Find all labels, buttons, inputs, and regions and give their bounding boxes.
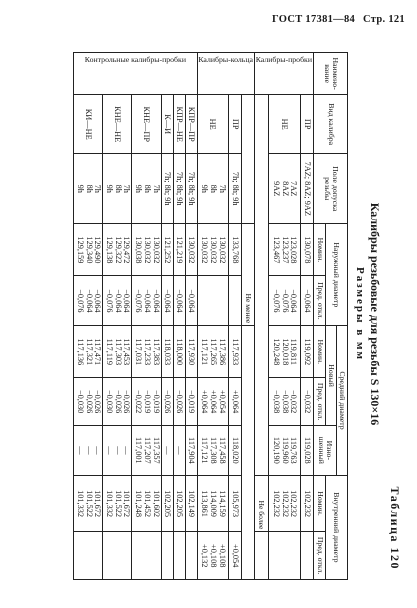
cell-mean-worn: 119,028 bbox=[301, 425, 314, 475]
cell-mean-nom: 117,930 bbox=[185, 326, 197, 378]
cell-mean-nom: 119,092 bbox=[301, 326, 314, 378]
units-caption: Размеры в мм bbox=[354, 267, 366, 361]
row-plug-ne bbox=[268, 53, 301, 580]
cell-mean-nom: 117,386 117,265 117,121 bbox=[197, 326, 229, 378]
cell-outer-nom: 133,768 bbox=[229, 224, 242, 276]
row-kpr-ne bbox=[173, 53, 185, 580]
cell-mean-nom: 117,471 117,321 117,136 bbox=[74, 326, 103, 378]
cell-inner-nom: 114,159 114,009 113,861 bbox=[197, 475, 229, 532]
cell-mean-nom: 117,453 117,303 117,119 bbox=[103, 326, 132, 378]
cell-inner-nom: 102,205 bbox=[173, 475, 185, 532]
cell-outer-nom: 130,032 bbox=[185, 224, 197, 276]
inner-nom-header: Номин. bbox=[314, 475, 325, 532]
inner-dev-header: Пред. откл. bbox=[314, 532, 325, 580]
cell-mean-dev: −0,019 −0,019 −0,022 bbox=[132, 378, 161, 426]
cell-outer-dev: −0,064 bbox=[173, 276, 185, 326]
cell-field: 7h; 8h; 9h bbox=[185, 154, 197, 224]
cell-inner-dev bbox=[173, 532, 185, 580]
cell-inner-dev bbox=[301, 532, 314, 580]
cell-inner-nom: 102,149 bbox=[185, 475, 197, 532]
cell-inner-nom: 102,205 bbox=[161, 475, 173, 532]
col-type-header: Вид калибра bbox=[314, 95, 348, 154]
cell-mean-worn: — — — bbox=[74, 425, 103, 475]
row-kne-ne bbox=[103, 53, 132, 580]
cell-outer-dev: −0,064 −0,064 −0,076 bbox=[103, 276, 132, 326]
cell-field: 7h 8h 9h bbox=[74, 154, 103, 224]
cell-mean-dev: −0,032 bbox=[301, 378, 314, 426]
col-inner-header: Внутренний диаметр bbox=[325, 475, 347, 579]
cell-type: КПР—НЕ bbox=[173, 95, 185, 154]
ne-menee-note: Не менее bbox=[242, 224, 255, 326]
group-control: Контрольные калибры-пробки bbox=[74, 53, 197, 95]
group-plugs: Калибры-пробки bbox=[255, 53, 314, 95]
header-row-1 bbox=[336, 53, 347, 580]
row-ki-ne bbox=[74, 53, 103, 580]
col-field-header: Поле допуска резьбы bbox=[314, 154, 348, 224]
rotated-table-block bbox=[14, 44, 404, 584]
cell-type: НЕ bbox=[197, 95, 229, 154]
cell-mean-worn: 118,020 bbox=[229, 425, 242, 475]
cell-outer-nom: 130,032 130,032 130,038 bbox=[132, 224, 161, 276]
row-k-i bbox=[161, 53, 173, 580]
col-name-header: Наимено-вание bbox=[314, 53, 348, 95]
ne-bolee-note: Не более bbox=[255, 475, 268, 532]
cell-outer-nom: 129,472 129,322 129,138 bbox=[103, 224, 132, 276]
mean-dev-header: Пред. откл. bbox=[314, 378, 325, 426]
cell-field: 7h; 8h; 9h bbox=[229, 154, 242, 224]
col-outer-header: Наружный диаметр bbox=[325, 224, 347, 326]
cell-field: 7h; 8h; 9h bbox=[161, 154, 173, 224]
cell-inner-dev bbox=[161, 532, 173, 580]
cell-outer-nom: 121,219 bbox=[173, 224, 185, 276]
cell-inner-nom: 101,672 101,522 101,332 bbox=[74, 475, 103, 532]
cell-inner-nom: 102,232 102,232 102,232 bbox=[268, 475, 301, 532]
cell-mean-nom: 117,933 bbox=[229, 326, 242, 378]
gauge-table bbox=[73, 52, 348, 580]
cell-mean-dev: −0,019 bbox=[185, 378, 197, 426]
cell-inner-nom: 101,602 101,452 101,248 bbox=[132, 475, 161, 532]
standard-code: ГОСТ 17381—84 bbox=[272, 14, 356, 25]
cell-outer-dev bbox=[197, 276, 229, 326]
cell-mean-worn: — bbox=[161, 425, 173, 475]
cell-mean-dev: −0,026 −0,026 −0,030 bbox=[74, 378, 103, 426]
cell-outer-dev: −0,064 −0,076 −0,076 bbox=[268, 276, 301, 326]
group-rings: Калибры-кольца bbox=[197, 53, 255, 95]
cell-outer-dev: −0,064 −0,064 −0,076 bbox=[74, 276, 103, 326]
cell-mean-nom: 117,383 117,233 117,031 bbox=[132, 326, 161, 378]
page-header bbox=[267, 14, 405, 25]
cell-outer-nom: 130,078 bbox=[301, 224, 314, 276]
cell-mean-worn: 117,357 117,207 117,001 bbox=[132, 425, 161, 475]
cell-outer-dev bbox=[229, 276, 242, 326]
cell-field: 7h 8h 9h bbox=[197, 154, 229, 224]
row-kpr-pr bbox=[185, 53, 197, 580]
cell-inner-nom: 105,973 bbox=[229, 475, 242, 532]
cell-inner-dev: +0,108 +0,108 +0,132 bbox=[197, 532, 229, 580]
cell-type: ПР bbox=[301, 95, 314, 154]
cell-mean-dev: −0,026 bbox=[173, 378, 185, 426]
col-worn-header: Изно-шенный bbox=[314, 425, 336, 475]
cell-inner-dev bbox=[74, 532, 103, 580]
cell-field: 7h 8h 9h bbox=[103, 154, 132, 224]
cell-type: КПР—ПР bbox=[185, 95, 197, 154]
row-ring-pr bbox=[229, 53, 242, 580]
cell-outer-dev: −0,064 bbox=[161, 276, 173, 326]
cell-outer-dev: −0,064 −0,064 −0,076 bbox=[132, 276, 161, 326]
cell-inner-dev bbox=[268, 532, 301, 580]
cell-mean-nom: 119,811 120,018 120,248 bbox=[268, 326, 301, 378]
cell-mean-dev: −0,026 −0,026 −0,030 bbox=[103, 378, 132, 426]
outer-dev-header: Пред. откл. bbox=[314, 276, 325, 326]
cell-type: К—И bbox=[161, 95, 173, 154]
cell-mean-nom: 118,033 bbox=[161, 326, 173, 378]
cell-outer-dev: −0,064 bbox=[185, 276, 197, 326]
cell-inner-dev: +0,054 bbox=[229, 532, 242, 580]
page-number: Стр. 121 bbox=[363, 14, 405, 25]
cell-mean-dev: +0,054 +0,064 +0,064 bbox=[197, 378, 229, 426]
cell-mean-nom: 118,000 bbox=[173, 326, 185, 378]
cell-type: НЕ bbox=[268, 95, 301, 154]
mean-nom-header: Номин. bbox=[314, 326, 325, 378]
cell-mean-dev: +0,064 bbox=[229, 378, 242, 426]
row-ne-bolee bbox=[255, 53, 268, 580]
cell-type: КНЕ—ПР bbox=[132, 95, 161, 154]
table-caption: Калибры резьбовые для резьбы S 130×16 bbox=[368, 202, 382, 426]
table-label: Таблица 120 bbox=[388, 486, 402, 570]
cell-mean-worn: 117,458 117,308 117,121 bbox=[197, 425, 229, 475]
cell-inner-dev bbox=[185, 532, 197, 580]
row-kne-pr bbox=[132, 53, 161, 580]
cell-type: КНЕ—НЕ bbox=[103, 95, 132, 154]
col-mean-header: Средний диаметр bbox=[336, 326, 347, 475]
cell-field: 7h 8h 9h bbox=[132, 154, 161, 224]
cell-mean-dev: −0,026 bbox=[161, 378, 173, 426]
cell-mean-dev: −0,032 −0,038 −0,038 bbox=[268, 378, 301, 426]
row-ring-ne bbox=[197, 53, 229, 580]
col-new-header: Новый bbox=[325, 326, 336, 426]
cell-inner-dev bbox=[103, 532, 132, 580]
cell-outer-nom: 121,252 bbox=[161, 224, 173, 276]
cell-field: 7AZ; 8AZ; 9AZ bbox=[301, 154, 314, 224]
outer-nom-header: Номин. bbox=[314, 224, 325, 276]
cell-outer-dev: −0,064 bbox=[301, 276, 314, 326]
cell-field: 7h; 8h; 9h bbox=[173, 154, 185, 224]
row-ne-menee bbox=[242, 53, 255, 580]
cell-outer-nom: 130,032 130,032 130,032 bbox=[197, 224, 229, 276]
row-plug-pr bbox=[301, 53, 314, 580]
cell-outer-nom: 129,490 129,340 129,159 bbox=[74, 224, 103, 276]
cell-type: КИ—НЕ bbox=[74, 95, 103, 154]
cell-mean-worn: 119,763 119,960 120,190 bbox=[268, 425, 301, 475]
cell-inner-dev bbox=[132, 532, 161, 580]
cell-mean-worn: — — — bbox=[103, 425, 132, 475]
cell-field: 7AZ 8AZ 9AZ bbox=[268, 154, 301, 224]
cell-inner-nom: 102,232 bbox=[301, 475, 314, 532]
cell-mean-worn: — bbox=[173, 425, 185, 475]
cell-inner-nom: 101,672 101,522 101,332 bbox=[103, 475, 132, 532]
cell-type: ПР bbox=[229, 95, 242, 154]
cell-outer-nom: 123,028 123,237 123,467 bbox=[268, 224, 301, 276]
cell-mean-worn: 117,904 bbox=[185, 425, 197, 475]
